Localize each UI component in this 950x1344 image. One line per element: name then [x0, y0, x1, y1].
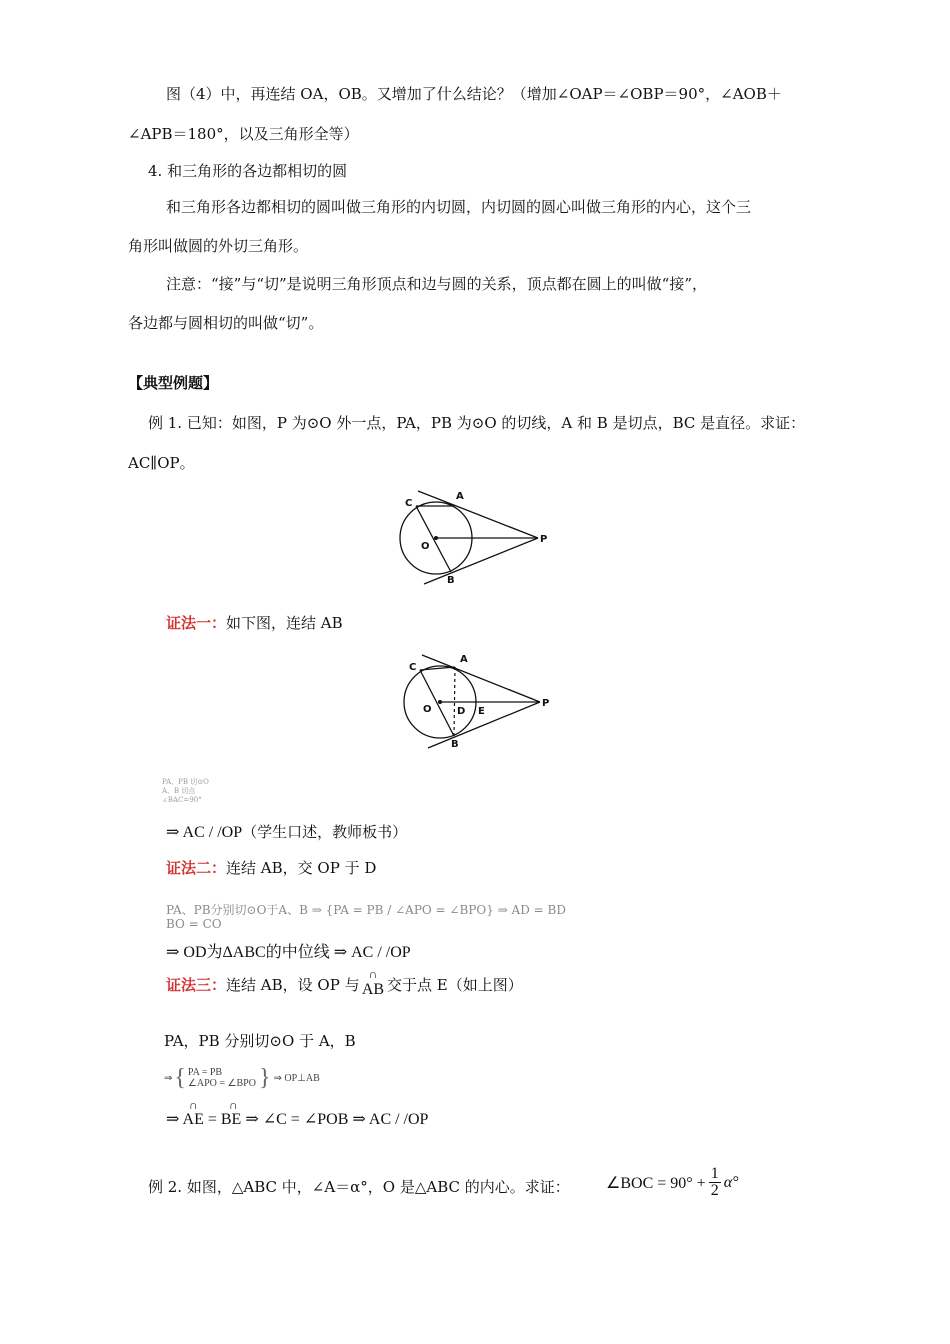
figure-2-circle-tangents: [400, 648, 552, 752]
paragraph-line: 图（4）中，再连结 OA，OB。又增加了什么结论？（增加∠OAP＝∠OBP＝90°，∠AOB＋: [166, 85, 782, 103]
label-a: A: [456, 491, 464, 502]
proof-3-label: 证法三：: [166, 976, 227, 994]
label-o: O: [421, 541, 430, 552]
brace-result: ⇒ OP⊥AB: [273, 1072, 320, 1084]
label-p: P: [542, 698, 550, 709]
proof-1-line: [166, 613, 343, 633]
tangent-line-pa: [422, 655, 540, 702]
label-o: O: [423, 704, 432, 715]
definition-line: 角形叫做圆的外切三角形。: [128, 237, 309, 255]
implies-symbol: ⇒: [164, 1072, 173, 1084]
proof-1-label: 证法一：: [166, 614, 227, 632]
note-line: 注意：“接”与“切”是说明三角形顶点和边与圆的关系，顶点都在圆上的叫做“接”，: [166, 275, 708, 293]
faint-formula-line: PA、PB 切⊙O: [162, 778, 209, 786]
proof-2-faint-line: BO = CO: [166, 917, 222, 931]
proof-3-final: ⇒ AE = BE ⇒ ∠C = ∠POB ⇒ AC / /OP: [166, 1111, 429, 1128]
faint-formula: [162, 778, 209, 805]
brace-content: [188, 1067, 256, 1089]
paragraph-line: ∠APB＝180°，以及三角形全等）: [128, 125, 359, 143]
fraction-one-half: [709, 1166, 721, 1199]
label-c: C: [405, 498, 413, 509]
label-b: B: [451, 739, 459, 750]
definition-line: 和三角形各边都相切的圆叫做三角形的内切圆，内切圆的圆心叫做三角形的内心，这个三: [166, 198, 752, 216]
proof-3-brace-formula: [164, 1066, 320, 1090]
example-1-statement: 例 1. 已知：如图，P 为⊙O 外一点，PA，PB 为⊙O 的切线，A 和 B 是切点，BC 是直径。求证：: [148, 414, 806, 432]
diameter-cb: [416, 506, 451, 572]
faint-formula-line: ∠BAC=90°: [162, 796, 202, 804]
proof-3-line-2: PA，PB 分别切⊙O 于 A，B: [164, 1032, 356, 1050]
proof-3-line: [166, 975, 360, 995]
left-brace: {: [174, 1065, 186, 1091]
center-point: [438, 700, 442, 704]
proof-1-conclusion-note: （学生口述，教师板书）: [242, 823, 408, 841]
section-heading-typical-examples: 【典型例题】: [128, 374, 219, 392]
label-p: P: [540, 534, 548, 545]
formula-right: α°: [723, 1173, 739, 1191]
label-e: E: [478, 706, 485, 717]
fraction-numerator: 1: [710, 1165, 719, 1182]
arc-text: AB: [361, 981, 385, 998]
label-c: C: [409, 662, 417, 673]
label-b: B: [447, 575, 455, 586]
right-brace: }: [258, 1065, 271, 1091]
example-2-statement: 例 2. 如图，△ABC 中，∠A＝α°，O 是△ABC 的内心。求证：: [148, 1178, 570, 1196]
example-1-statement: AC∥OP。: [128, 454, 195, 472]
center-point: [434, 536, 438, 540]
section-heading: 4. 和三角形的各边都相切的圆: [148, 162, 348, 180]
proof-2-text: 连结 AB，交 OP 于 D: [226, 859, 377, 877]
proof-1-conclusion: [166, 822, 407, 843]
proof-3-text-b: 交于点 E（如上图）: [387, 976, 523, 994]
tangent-line-pb: [424, 538, 538, 584]
proof-2-conclusion: ⇒ OD为ΔABC的中位线 ⇒ AC / /OP: [166, 944, 411, 961]
label-a: A: [460, 654, 468, 665]
proof-2-label: 证法二：: [166, 859, 227, 877]
fraction-denominator: 2: [710, 1182, 719, 1199]
proof-2-line: [166, 858, 376, 878]
arc-ab: [361, 968, 385, 1000]
arc-mark: ∩: [189, 1098, 198, 1112]
brace-bottom: ∠APO = ∠BPO: [187, 1078, 256, 1089]
faint-formula-line: A、B 切点: [162, 787, 196, 795]
proof-1-text: 如下图，连结 AB: [226, 614, 343, 632]
note-line: 各边都与圆相切的叫做“切”。: [128, 314, 324, 332]
arc-symbol: ∩: [368, 967, 378, 981]
proof-3-text-a: 连结 AB，设 OP 与: [226, 976, 360, 994]
formula-left: ∠BOC = 90° +: [606, 1174, 706, 1192]
label-d: D: [457, 706, 466, 717]
tangent-line-pa: [418, 491, 538, 538]
figure-1-circle-tangents: [396, 486, 552, 588]
proof-1-conclusion-math: ⇒ AC / /OP: [166, 824, 243, 841]
diameter-cb: [420, 670, 454, 736]
example-2-formula: [606, 1166, 738, 1199]
proof-2-faint-line: PA、PB分别切⊙O于A、B ⇒ {PA = PB / ∠APO = ∠BPO} ⇒ AD = BD: [166, 903, 566, 917]
brace-top: PA = PB: [187, 1067, 223, 1078]
arc-mark: ∩: [229, 1098, 238, 1112]
